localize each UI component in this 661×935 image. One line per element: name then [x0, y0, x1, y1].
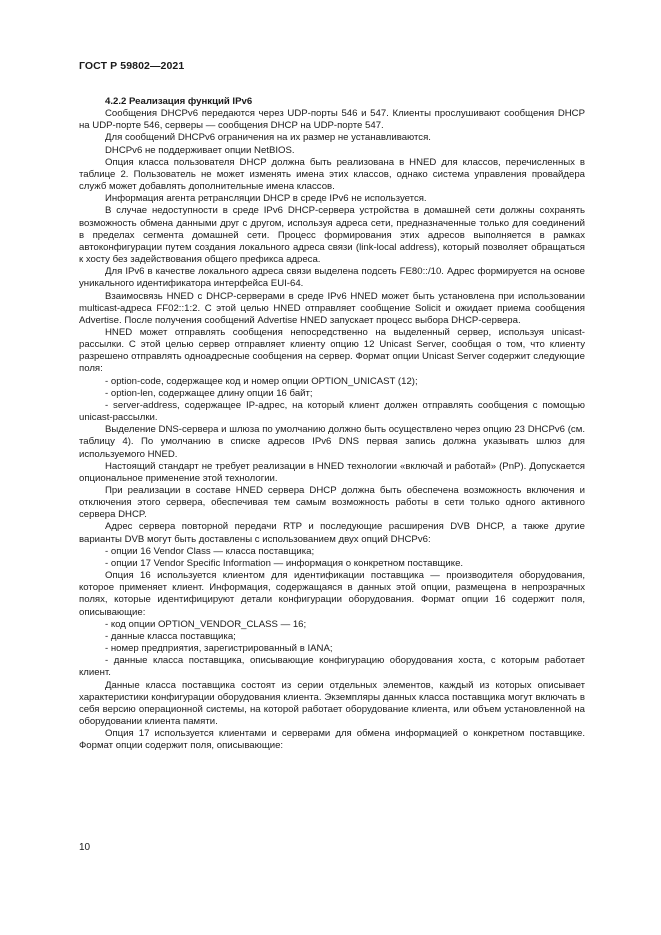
list-item: - опции 16 Vendor Class — класса поставщика; — [105, 545, 315, 557]
paragraph: Опция 17 используется клиентами и серверами для обмена информацией о конкретном поставщике. Формат опции содержит поля, описывающие: — [79, 728, 585, 752]
list-item: - данные класса поставщика, описывающие конфигурацию оборудования хоста, с которым работает клиент. — [79, 655, 585, 679]
paragraph: Адрес сервера повторной передачи RTP и последующие расширения DVB DHCP, а также другие варианты DVB могут быть доставлены с использованием двух опций DHCPv6: — [79, 521, 585, 545]
paragraph: Данные класса поставщика состоят из серии отдельных элементов, каждый из которых описывает характеристики конфигурации оборудования клиента. Экземпляры данных класса поставщика могут включать в себя версию операционной системы, на которой работает оборудование клиента, или объем установленной на оборудовании клиента памяти. — [79, 679, 585, 727]
paragraph: Настоящий стандарт не требует реализации в HNED технологии «включай и работай» (PnP). Допускается опциональное применение этой технологии. — [79, 460, 585, 484]
list-item: - server-address, содержащее IP-адрес, на который клиент должен отправлять сообщения с помощью unicast-рассылки. — [79, 399, 585, 424]
list-item: - опции 17 Vendor Specific Information — информация о конкретном поставщике. — [105, 557, 464, 569]
standard-header: ГОСТ Р 59802—2021 — [79, 60, 185, 72]
paragraph: Информация агента ретрансляции DHCP в среде IPv6 не используется. — [105, 193, 427, 205]
paragraph: HNED может отправлять сообщения непосредственно на выделенный сервер, используя unicast-рассылки. С этой целью сервер отправляет клиенту опцию 12 Unicast Server, сообщая о том, что клиенту разрешено отправлять одноадресные сообщения на сервер. Формат опции Unicast Server содержит следующие поля: — [79, 326, 585, 375]
page-number: 10 — [79, 842, 91, 853]
paragraph: Сообщения DHCPv6 передаются через UDP-порты 546 и 547. Клиенты прослушивают сообщения DHCP на UDP-порте 546, серверы — сообщения DHCP на UDP-порте 547. — [79, 108, 585, 132]
paragraph: Опция 16 используется клиентом для идентификации поставщика — производителя оборудования, которое применяет клиент. Информация, содержащаяся в данных этой опции, размещена в непрозрачных полях, которые идентифицируют детали конфигурации оборудования. Формат опции 16 содержит поля, описывающие: — [79, 570, 585, 618]
list-item: - option-len, содержащее длину опции 16 байт; — [105, 387, 313, 399]
document-body — [79, 96, 585, 752]
list-item: - данные класса поставщика; — [105, 630, 236, 642]
list-item: - option-code, содержащее код и номер опции OPTION_UNICAST (12); — [105, 375, 418, 387]
paragraph: Для IPv6 в качестве локального адреса связи выделена подсеть FE80::/10. Адрес формируется на основе уникального идентификатора интерфейса EUI-64. — [79, 266, 585, 290]
section-title: 4.2.2 Реализация функций IPv6 — [105, 96, 253, 107]
paragraph: Взаимосвязь HNED с DHCP-серверами в среде IPv6 HNED может быть установлена при использовании multicast-адреса FF02::1:2. С этой целью HNED отправляет сообщение Solicit и ожидает приема сообщения Advertise. После получения сообщений Advertise HNED запускает процесс выбора DHCP-сервера. — [79, 290, 585, 326]
paragraph: В случае недоступности в среде IPv6 DHCP-сервера устройства в домашней сети должны сохранять возможность обмена данными друг с другом, используя адреса сети, предназначенные только для соединений в пределах сегмента домашней сети. Процесс формирования этих адресов выполняется в рамках автоконфигурации путем создания локального адреса связи (link-local address), который позволяет обращаться к хосту без задействования общего префикса адреса. — [79, 205, 585, 266]
paragraph: При реализации в составе HNED сервера DHCP должна быть обеспечена возможность включения и отключения этого сервера, обеспечивая тем самым возможность работы в сети только одного активного сервера DHCP. — [79, 485, 585, 521]
paragraph: Выделение DNS-сервера и шлюза по умолчанию должно быть осуществлено через опцию 23 DHCPv6 (см. таблицу 4). По умолчанию в списке адресов IPv6 DNS первая запись должна указывать шлюз для используемого HNED. — [79, 424, 585, 460]
paragraph: DHCPv6 не поддерживает опции NetBIOS. — [105, 144, 295, 156]
paragraph: Опция класса пользователя DHCP должна быть реализована в HNED для классов, перечисленных в таблице 2. Пользователь не может изменять имена этих классов, однако система управления провайдера служб может добавлять дополнительные имена классов. — [79, 156, 585, 193]
list-item: - номер предприятия, зарегистрированный в IANA; — [105, 643, 333, 655]
list-item: - код опции OPTION_VENDOR_CLASS — 16; — [105, 618, 307, 630]
paragraph: Для сообщений DHCPv6 ограничения на их размер не устанавливаются. — [105, 132, 431, 144]
